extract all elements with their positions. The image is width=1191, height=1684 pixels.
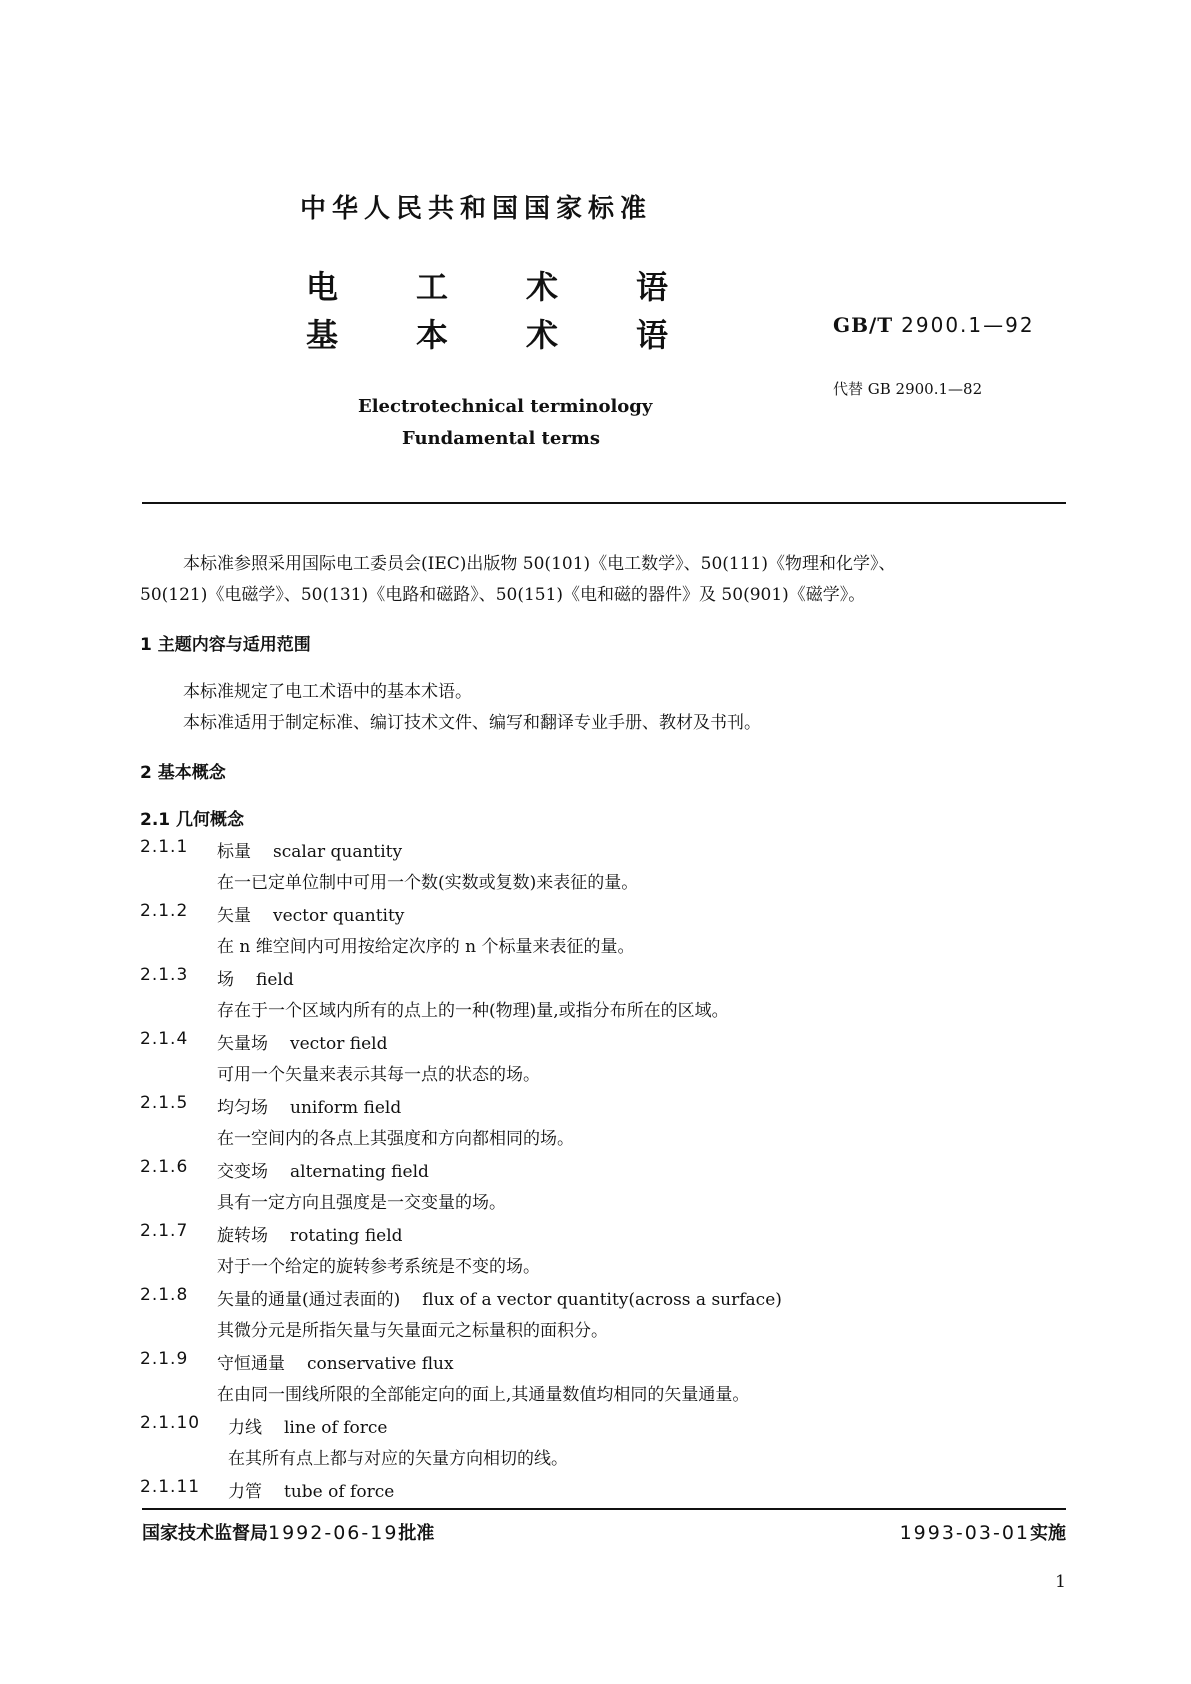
approval-info xyxy=(142,1519,434,1545)
approval-word: 批准 xyxy=(398,1523,435,1544)
term-definition: 在一已定单位制中可用一个数(实数或复数)来表征的量。 xyxy=(217,873,639,893)
replaces-note: 代替 GB 2900.1—82 xyxy=(833,380,983,398)
page-number: 1 xyxy=(1055,1572,1066,1592)
term-number: 2.1.3 xyxy=(140,965,189,985)
term-en: vector quantity xyxy=(273,906,405,926)
term-en: conservative flux xyxy=(307,1354,454,1374)
title-char: 电 xyxy=(306,268,339,306)
term-number: 2.1.10 xyxy=(140,1413,201,1433)
term-number: 2.1.7 xyxy=(140,1221,189,1241)
term-number: 2.1.9 xyxy=(140,1349,189,1369)
term-definition: 其微分元是所指矢量与矢量面元之标量积的面积分。 xyxy=(217,1321,608,1341)
term-line xyxy=(228,1477,394,1502)
term-en: rotating field xyxy=(290,1226,403,1246)
title-char: 术 xyxy=(525,268,558,306)
term-en: line of force xyxy=(284,1418,388,1438)
term-en: uniform field xyxy=(290,1098,402,1118)
term-definition: 在由同一围线所限的全部能定向的面上,其通量数值均相同的矢量通量。 xyxy=(217,1385,750,1405)
term-definition: 存在于一个区域内所有的点上的一种(物理)量,或指分布所在的区域。 xyxy=(217,1001,729,1021)
term-zh: 守恒通量 xyxy=(217,1354,285,1374)
term-en: field xyxy=(256,970,294,990)
term-zh: 均匀场 xyxy=(217,1098,268,1118)
term-number: 2.1.11 xyxy=(140,1477,201,1497)
term-number: 2.1.4 xyxy=(140,1029,189,1049)
term-zh: 力管 xyxy=(228,1482,262,1502)
term-zh: 场 xyxy=(217,970,234,990)
section-2-heading: 2 基本概念 xyxy=(140,763,226,783)
term-zh: 标量 xyxy=(217,842,251,862)
standard-code: 2900.1—92 xyxy=(901,313,1035,337)
term-line xyxy=(217,837,402,862)
term-zh: 矢量的通量(通过表面的) xyxy=(217,1290,401,1310)
term-definition: 具有一定方向且强度是一交变量的场。 xyxy=(217,1193,506,1213)
english-title: Electrotechnical terminology xyxy=(358,396,653,417)
english-subtitle: Fundamental terms xyxy=(402,428,600,449)
term-line xyxy=(217,965,294,990)
intro-line-2: 50(121)《电磁学》、50(131)《电路和磁路》、50(151)《电和磁的器件》及 50(901)《磁学》。 xyxy=(140,585,866,605)
title-char: 本 xyxy=(415,316,448,354)
term-en: flux of a vector quantity(across a surface) xyxy=(422,1290,782,1310)
term-line xyxy=(217,901,404,926)
term-definition: 在 n 维空间内可用按给定次序的 n 个标量来表征的量。 xyxy=(217,937,635,957)
section-1-heading: 1 主题内容与适用范围 xyxy=(140,635,311,655)
term-zh: 交变场 xyxy=(217,1162,268,1182)
intro-line-1: 本标准参照采用国际电工委员会(IEC)出版物 50(101)《电工数学》、50(111)《物理和化学》、 xyxy=(183,554,896,574)
section-1-paragraph-2: 本标准适用于制定标准、编订技术文件、编写和翻译专业手册、教材及书刊。 xyxy=(183,713,761,733)
term-line xyxy=(228,1413,387,1438)
term-number: 2.1.5 xyxy=(140,1093,189,1113)
term-line xyxy=(217,1029,388,1054)
approval-org: 国家技术监督局 xyxy=(142,1523,268,1544)
term-line xyxy=(217,1157,429,1182)
term-en: scalar quantity xyxy=(273,842,403,862)
term-definition: 对于一个给定的旋转参考系统是不变的场。 xyxy=(217,1257,540,1277)
approval-date: 1992-06-19 xyxy=(268,1522,399,1544)
term-en: vector field xyxy=(290,1034,388,1054)
term-zh: 矢量场 xyxy=(217,1034,268,1054)
section-1-paragraph-1: 本标准规定了电工术语中的基本术语。 xyxy=(183,682,472,702)
term-definition: 在一空间内的各点上其强度和方向都相同的场。 xyxy=(217,1129,574,1149)
term-line xyxy=(217,1093,401,1118)
term-line xyxy=(217,1221,403,1246)
term-line xyxy=(217,1285,782,1310)
document-title-row1 xyxy=(306,262,668,308)
title-char: 基 xyxy=(306,316,339,354)
term-zh: 力线 xyxy=(228,1418,262,1438)
term-en: alternating field xyxy=(290,1162,429,1182)
title-char: 工 xyxy=(415,268,448,306)
footer-divider xyxy=(142,1508,1066,1510)
term-number: 2.1.1 xyxy=(140,837,189,857)
term-number: 2.1.8 xyxy=(140,1285,189,1305)
title-char: 语 xyxy=(635,316,668,354)
term-en: tube of force xyxy=(284,1482,395,1502)
effective-word: 实施 xyxy=(1030,1523,1066,1544)
section-2-1-heading: 2.1 几何概念 xyxy=(140,810,245,830)
document-title-row2 xyxy=(306,310,668,356)
term-number: 2.1.6 xyxy=(140,1157,189,1177)
term-line xyxy=(217,1349,454,1374)
term-zh: 矢量 xyxy=(217,906,251,926)
term-zh: 旋转场 xyxy=(217,1226,268,1246)
title-char: 术 xyxy=(525,316,558,354)
effective-date: 1993-03-01 xyxy=(899,1522,1030,1544)
standard-prefix: GB/T xyxy=(833,313,894,337)
title-char: 语 xyxy=(635,268,668,306)
national-standard-title: 中华人民共和国国家标准 xyxy=(300,194,653,224)
effective-info xyxy=(900,1519,1066,1545)
header-divider xyxy=(142,502,1066,504)
term-number: 2.1.2 xyxy=(140,901,189,921)
term-definition: 在其所有点上都与对应的矢量方向相切的线。 xyxy=(228,1449,568,1469)
standard-number xyxy=(833,313,1035,337)
term-definition: 可用一个矢量来表示其每一点的状态的场。 xyxy=(217,1065,540,1085)
